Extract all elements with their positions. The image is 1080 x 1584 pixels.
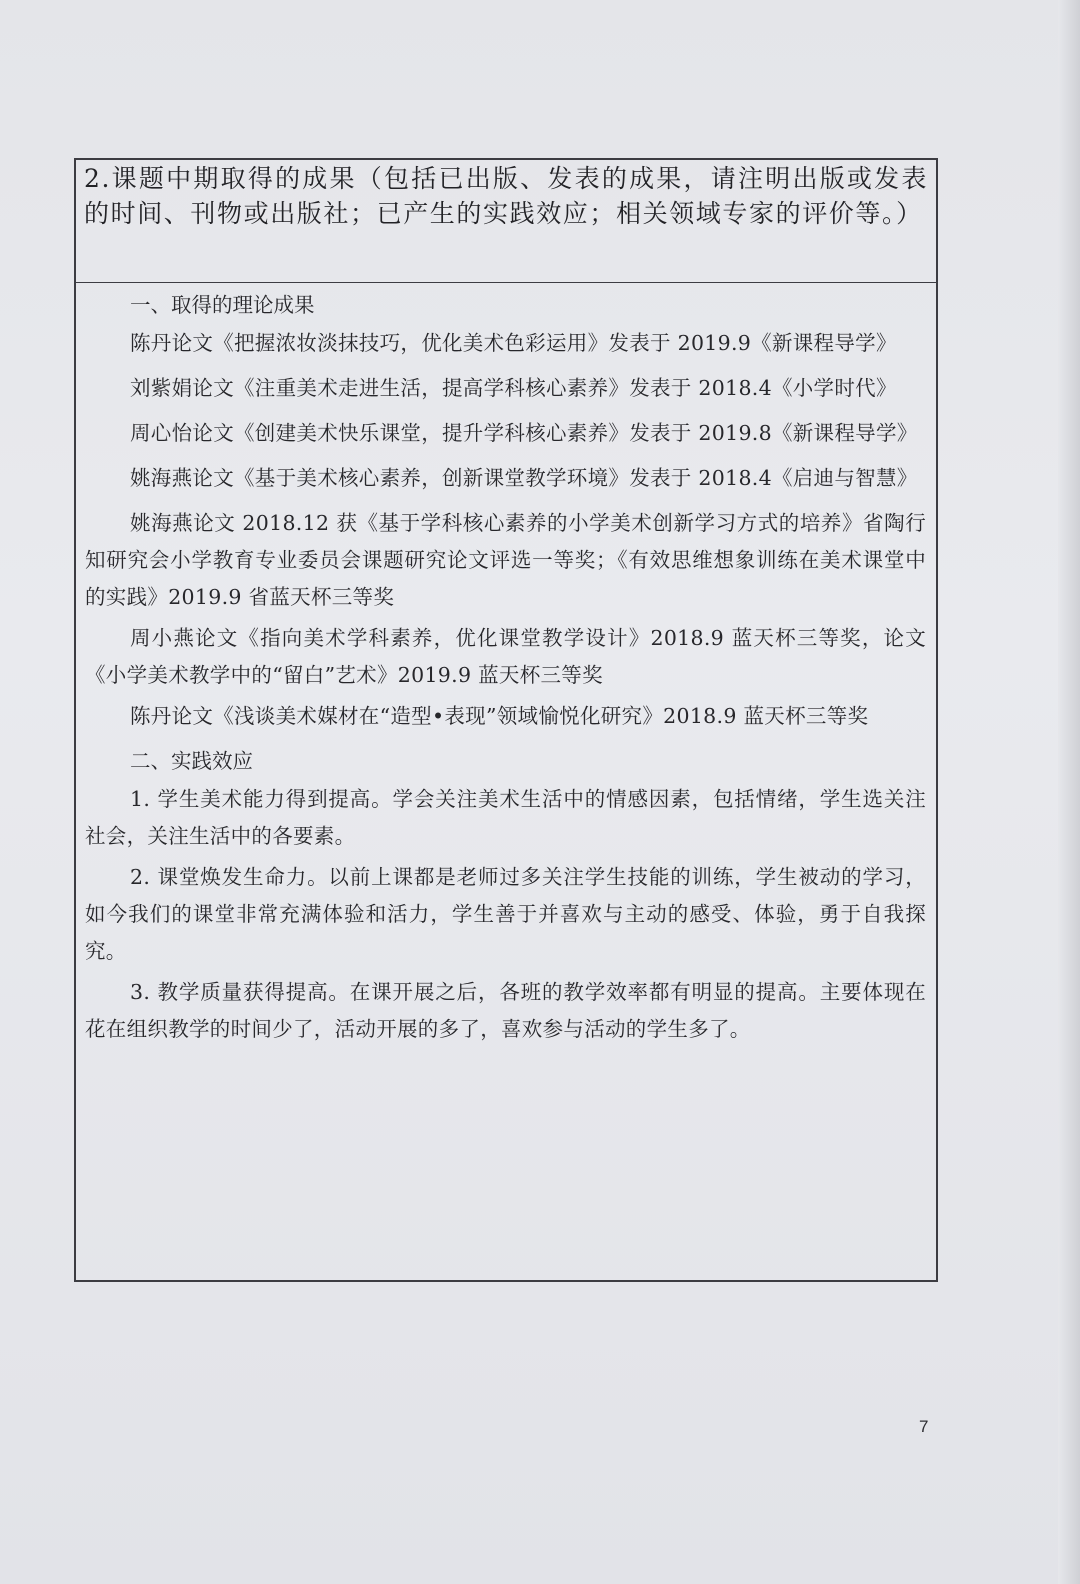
practice-item: 1. 学生美术能力得到提高。学会关注美术生活中的情感因素，包括情绪，学生选关注社会，关注生活中的各要素。 — [85, 787, 926, 848]
page-number: 7 — [919, 1417, 929, 1436]
section-heading-theory: 一、取得的理论成果 — [130, 293, 315, 317]
practice-item: 3. 教学质量获得提高。在课开展之后，各班的教学效率都有明显的提高。主要体现在花在组织教学的时间少了，活动开展的多了，喜欢参与活动的学生多了。 — [85, 980, 926, 1041]
section-heading-practice: 二、实践效应 — [130, 749, 253, 773]
achievement-item: 刘紫娟论文《注重美术走进生活，提高学科核心素养》发表于 2018.4《小学时代》 — [130, 376, 897, 400]
practice-item: 2. 课堂焕发生命力。以前上课都是老师过多关注学生技能的训练，学生被动的学习，如今我们的课堂非常充满体验和活力，学生善于并喜欢与主动的感受、体验，勇于自我探究。 — [85, 865, 926, 963]
achievement-item: 陈丹论文《浅谈美术媒材在“造型•表现”领域愉悦化研究》2018.9 蓝天杯三等奖 — [130, 704, 869, 728]
achievement-item: 周小燕论文《指向美术学科素养，优化课堂教学设计》2018.9 蓝天杯三等奖，论文《小学美术教学中的“留白”艺术》2019.9 蓝天杯三等奖 — [85, 626, 926, 687]
table-header-text: 2.课题中期取得的成果（包括已出版、发表的成果，请注明出版或发表的时间、刊物或出版社；已产生的实践效应；相关领域专家的评价等。） — [84, 164, 928, 228]
achievement-item: 姚海燕论文《基于美术核心素养，创新课堂教学环境》发表于 2018.4《启迪与智慧》 — [130, 466, 918, 490]
table-body-cell — [76, 283, 936, 1280]
paper-edge — [1058, 0, 1080, 1584]
form-table — [74, 158, 938, 1282]
achievement-item: 陈丹论文《把握浓妆淡抹技巧，优化美术色彩运用》发表于 2019.9《新课程导学》 — [130, 331, 897, 355]
achievement-item: 姚海燕论文 2018.12 获《基于学科核心素养的小学美术创新学习方式的培养》省陶行知研究会小学教育专业委员会课题研究论文评选一等奖；《有效思维想象训练在美术课堂中的实践》2019.9 省蓝天杯三等奖 — [85, 511, 926, 609]
table-header-cell — [76, 160, 936, 283]
achievement-item: 周心怡论文《创建美术快乐课堂，提升学科核心素养》发表于 2019.8《新课程导学》 — [130, 421, 918, 445]
